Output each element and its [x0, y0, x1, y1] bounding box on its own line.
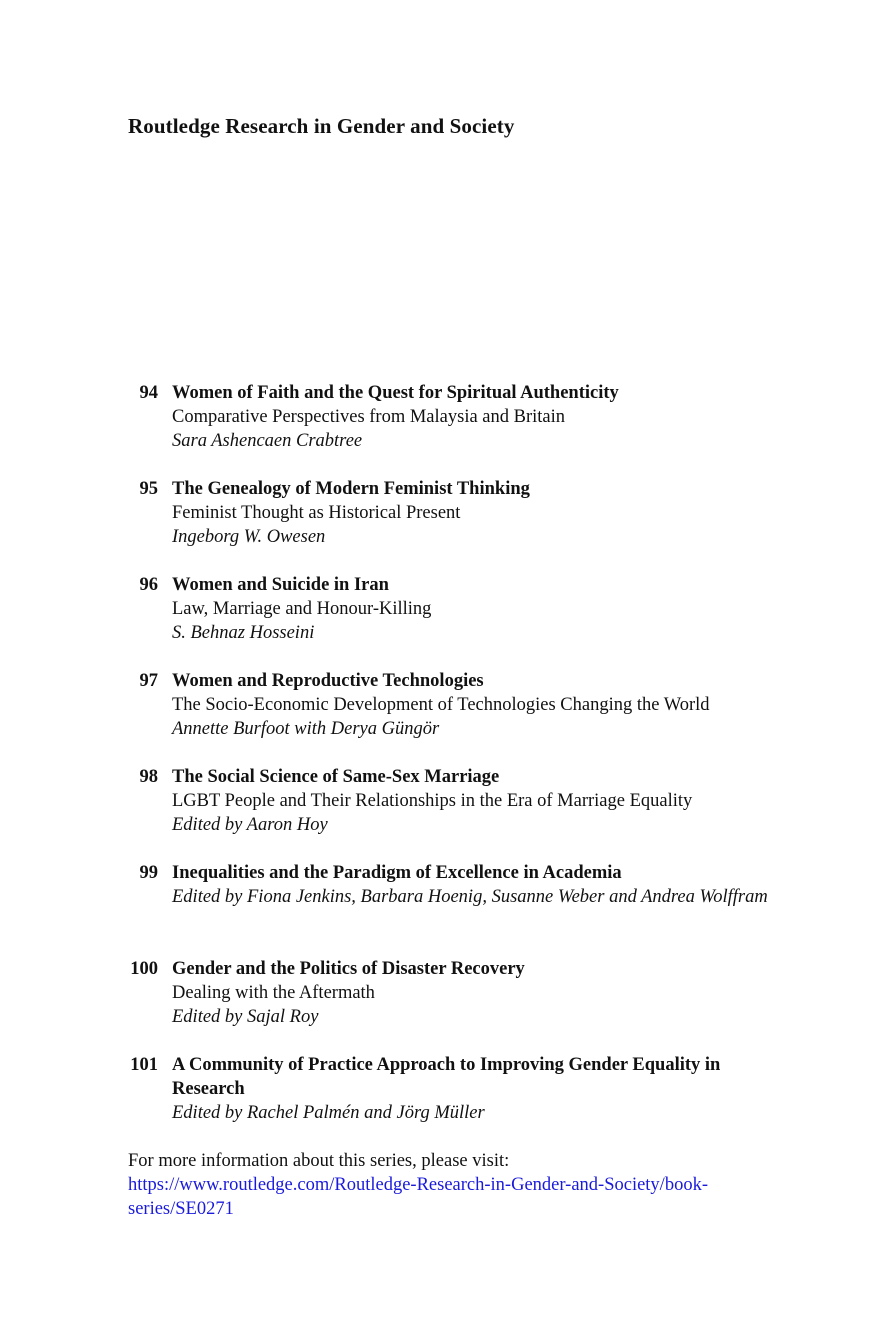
book-title: Inequalities and the Paradigm of Excellence in Academia: [172, 863, 622, 883]
book-title: Women of Faith and the Quest for Spiritual Authenticity: [172, 383, 619, 403]
book-subtitle: Feminist Thought as Historical Present: [172, 503, 461, 523]
book-subtitle: LGBT People and Their Relationships in the Era of Marriage Equality: [172, 791, 693, 811]
book-entry: [0, 381, 884, 477]
book-author: Edited by Aaron Hoy: [172, 815, 328, 835]
book-entry: [0, 861, 884, 957]
book-entry: [0, 477, 884, 573]
book-author: Edited by Rachel Palmén and Jörg Müller: [172, 1103, 485, 1123]
book-subtitle: Dealing with the Aftermath: [172, 983, 375, 1003]
book-title: Women and Reproductive Technologies: [172, 671, 484, 691]
book-number: 99: [139, 863, 158, 883]
book-number: 98: [139, 767, 158, 787]
book-number: 95: [139, 479, 158, 499]
footer-text: For more information about this series, please visit:: [128, 1151, 510, 1171]
book-author: Edited by Sajal Roy: [172, 1007, 319, 1027]
series-link[interactable]: https://www.routledge.com/Routledge-Research-in-Gender-and-Society/book-series/SE0271: [128, 1175, 708, 1219]
book-subtitle: The Socio-Economic Development of Technologies Changing the World: [172, 695, 710, 715]
book-list: [0, 381, 884, 1149]
book-entry: [0, 765, 884, 861]
book-title: Gender and the Politics of Disaster Recovery: [172, 959, 525, 979]
book-author: Annette Burfoot with Derya Güngör: [172, 719, 440, 739]
book-title: The Genealogy of Modern Feminist Thinking: [172, 479, 530, 499]
series-info-footer: [128, 1149, 788, 1221]
book-title: A Community of Practice Approach to Improving Gender Equality in Research: [172, 1055, 721, 1099]
book-subtitle: Law, Marriage and Honour-Killing: [172, 599, 432, 619]
book-number: 94: [139, 383, 158, 403]
book-number: 97: [139, 671, 158, 691]
series-title: Routledge Research in Gender and Society: [128, 114, 515, 138]
book-author: S. Behnaz Hosseini: [172, 623, 315, 643]
book-entry: [0, 1053, 884, 1149]
book-author: Ingeborg W. Owesen: [172, 527, 326, 547]
book-number: 100: [130, 959, 158, 979]
book-entry: [0, 957, 884, 1053]
book-entry: [0, 573, 884, 669]
book-author: Edited by Fiona Jenkins, Barbara Hoenig, Susanne Weber and Andrea Wolffram: [172, 887, 768, 907]
book-title: The Social Science of Same-Sex Marriage: [172, 767, 500, 787]
book-subtitle: Comparative Perspectives from Malaysia and Britain: [172, 407, 566, 427]
book-title: Women and Suicide in Iran: [172, 575, 389, 595]
book-number: 101: [130, 1055, 158, 1075]
book-author: Sara Ashencaen Crabtree: [172, 431, 363, 451]
book-number: 96: [139, 575, 158, 595]
book-entry: [0, 669, 884, 765]
